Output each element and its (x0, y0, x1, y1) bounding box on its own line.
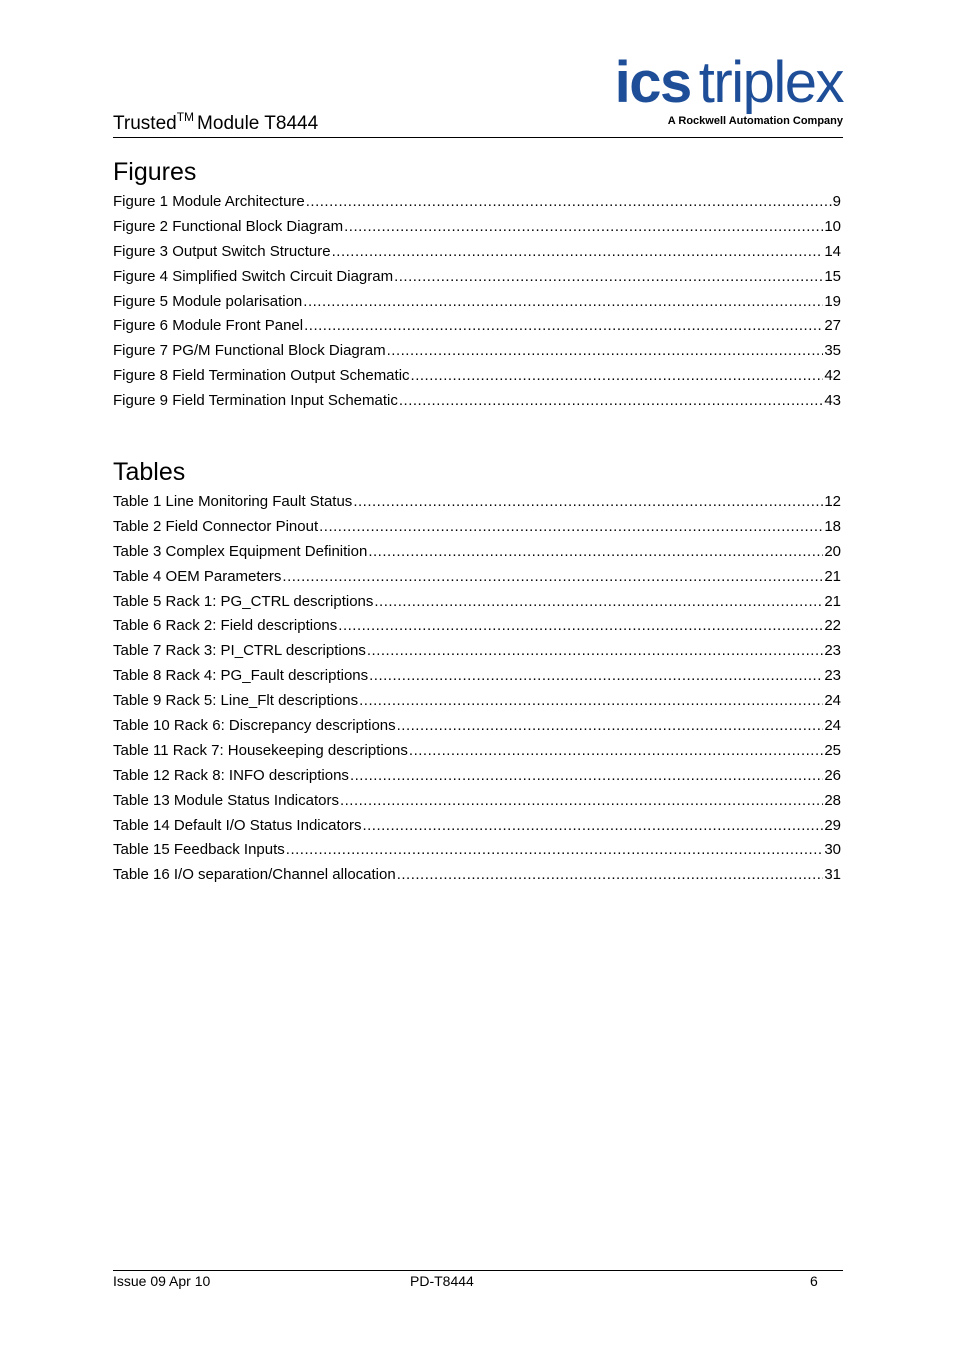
toc-entry-page: 12 (824, 493, 841, 510)
dot-leader (332, 243, 824, 260)
toc-entry-page: 25 (824, 741, 841, 759)
dot-leader (387, 342, 824, 359)
dot-leader (367, 642, 823, 659)
toc-entry-page: 21 (824, 592, 841, 610)
toc-entry-label: Table 10 Rack 6: Discrepancy descriptions (113, 717, 396, 735)
tables-list (113, 493, 841, 891)
dot-leader (399, 392, 823, 409)
page-header (113, 50, 843, 138)
dot-leader (369, 667, 823, 684)
toc-entry-page: 24 (824, 692, 841, 710)
toc-entry[interactable] (113, 342, 841, 367)
dot-leader (394, 268, 823, 285)
toc-entry[interactable] (113, 317, 841, 342)
toc-entry[interactable] (113, 841, 841, 866)
toc-entry-page: 26 (824, 766, 841, 784)
toc-entry-label: Table 3 Complex Equipment Definition (113, 542, 368, 560)
logo-brand-light: triplex (698, 50, 843, 115)
toc-entry-label: Figure 7 PG/M Functional Block Diagram (113, 342, 386, 360)
tagline-post: Company (789, 115, 843, 127)
toc-entry[interactable] (113, 568, 841, 593)
toc-entry-page: 9 (832, 193, 841, 210)
toc-entry-label: Table 14 Default I/O Status Indicators (113, 816, 362, 834)
dot-leader (397, 866, 824, 883)
toc-entry-label: Table 15 Feedback Inputs (113, 841, 285, 859)
toc-entry-label: Table 13 Module Status Indicators (113, 791, 339, 809)
toc-entry[interactable] (113, 392, 841, 417)
dot-leader (282, 568, 823, 585)
toc-entry-label: Table 16 I/O separation/Channel allocation (113, 866, 396, 884)
toc-entry-label: Figure 3 Output Switch Structure (113, 242, 331, 260)
toc-entry[interactable] (113, 642, 841, 667)
toc-entry-page: 14 (824, 242, 841, 260)
dot-leader (338, 617, 823, 634)
toc-entry-page: 31 (824, 866, 841, 884)
toc-entry-page: 23 (824, 642, 841, 660)
dot-leader (368, 543, 823, 560)
tagline-pre: A (667, 115, 679, 127)
toc-entry[interactable] (113, 767, 841, 792)
toc-entry[interactable] (113, 817, 841, 842)
toc-entry-label: Table 5 Rack 1: PG_CTRL descriptions (113, 592, 374, 610)
toc-entry[interactable] (113, 243, 841, 268)
toc-entry-page: 10 (824, 217, 841, 235)
toc-entry-page: 27 (824, 317, 841, 335)
toc-entry-label: Figure 2 Functional Block Diagram (113, 217, 344, 235)
toc-entry-label: Table 4 OEM Parameters (113, 567, 282, 585)
toc-entry-label: Table 12 Rack 8: INFO descriptions (113, 766, 349, 784)
toc-entry-page: 29 (824, 816, 841, 834)
toc-entry[interactable] (113, 493, 841, 518)
document-title (113, 110, 319, 135)
toc-entry-label: Figure 6 Module Front Panel (113, 317, 304, 335)
toc-entry[interactable] (113, 518, 841, 543)
footer-page-number: 6 (810, 1273, 818, 1289)
ics-triplex-logo (611, 50, 843, 133)
toc-entry-page: 20 (824, 542, 841, 560)
dot-leader (340, 792, 823, 809)
toc-entry-page: 15 (824, 267, 841, 285)
toc-entry-page: 22 (824, 617, 841, 635)
footer-doc-id: PD-T8444 (410, 1273, 474, 1289)
toc-entry[interactable] (113, 742, 841, 767)
logo-wordmark (614, 50, 843, 115)
dot-leader (286, 841, 824, 858)
toc-entry[interactable] (113, 667, 841, 692)
toc-entry-page: 24 (824, 717, 841, 735)
dot-leader (359, 692, 823, 709)
toc-entry-page: 30 (824, 841, 841, 859)
dot-leader (397, 717, 824, 734)
toc-entry-page: 43 (824, 392, 841, 410)
title-prefix: Trusted (113, 113, 177, 134)
toc-entry[interactable] (113, 792, 841, 817)
dot-leader (353, 493, 823, 510)
toc-entry-page: 19 (824, 292, 841, 310)
dot-leader (344, 218, 823, 235)
toc-entry[interactable] (113, 218, 841, 243)
toc-entry-page: 42 (824, 367, 841, 385)
toc-entry-label: Table 8 Rack 4: PG_Fault descriptions (113, 667, 369, 685)
toc-entry-page: 21 (824, 567, 841, 585)
dot-leader (362, 817, 823, 834)
toc-entry[interactable] (113, 866, 841, 891)
toc-entry-label: Figure 1 Module Architecture (113, 193, 305, 210)
toc-entry-page: 23 (824, 667, 841, 685)
dot-leader (303, 293, 823, 310)
toc-entry-label: Figure 4 Simplified Switch Circuit Diagram (113, 267, 394, 285)
toc-entry-page: 35 (824, 342, 841, 360)
toc-entry[interactable] (113, 268, 841, 293)
toc-entry[interactable] (113, 367, 841, 392)
dot-leader (304, 317, 823, 334)
tables-heading: Tables (113, 458, 186, 486)
toc-entry-label: Table 9 Rack 5: Line_Flt descriptions (113, 692, 359, 710)
dot-leader (411, 367, 824, 384)
figures-heading: Figures (113, 158, 197, 186)
toc-entry-page: 18 (824, 517, 841, 535)
dot-leader (409, 742, 823, 759)
toc-entry-label: Figure 5 Module polarisation (113, 292, 303, 310)
toc-entry-label: Table 1 Line Monitoring Fault Status (113, 493, 353, 510)
title-suffix: Module T8444 (197, 113, 319, 134)
toc-entry-label: Figure 9 Field Termination Input Schematic (113, 392, 398, 410)
toc-entry[interactable] (113, 717, 841, 742)
dot-leader (306, 193, 832, 210)
logo-tagline (668, 115, 843, 127)
toc-entry[interactable] (113, 593, 841, 618)
trademark-sup: TM (176, 110, 195, 124)
tagline-brand: Rockwell Automation (678, 115, 790, 127)
toc-entry[interactable] (113, 293, 841, 318)
footer-issue: Issue 09 Apr 10 (113, 1273, 211, 1289)
dot-leader (374, 593, 823, 610)
toc-entry-label: Figure 8 Field Termination Output Schematic (113, 367, 410, 385)
toc-entry-label: Table 11 Rack 7: Housekeeping descriptions (113, 741, 408, 759)
toc-entry[interactable] (113, 617, 841, 642)
toc-entry[interactable] (113, 543, 841, 568)
toc-entry[interactable] (113, 692, 841, 717)
figures-list (113, 193, 841, 417)
page-footer (113, 1270, 843, 1289)
dot-leader (350, 767, 823, 784)
logo-brand-bold: ics (614, 50, 691, 115)
toc-entry-label: Table 7 Rack 3: PI_CTRL descriptions (113, 642, 366, 660)
toc-entry-label: Table 6 Rack 2: Field descriptions (113, 617, 338, 635)
dot-leader (319, 518, 823, 535)
toc-entry-page: 28 (824, 791, 841, 809)
toc-entry[interactable] (113, 193, 841, 218)
toc-entry-label: Table 2 Field Connector Pinout (113, 517, 319, 535)
